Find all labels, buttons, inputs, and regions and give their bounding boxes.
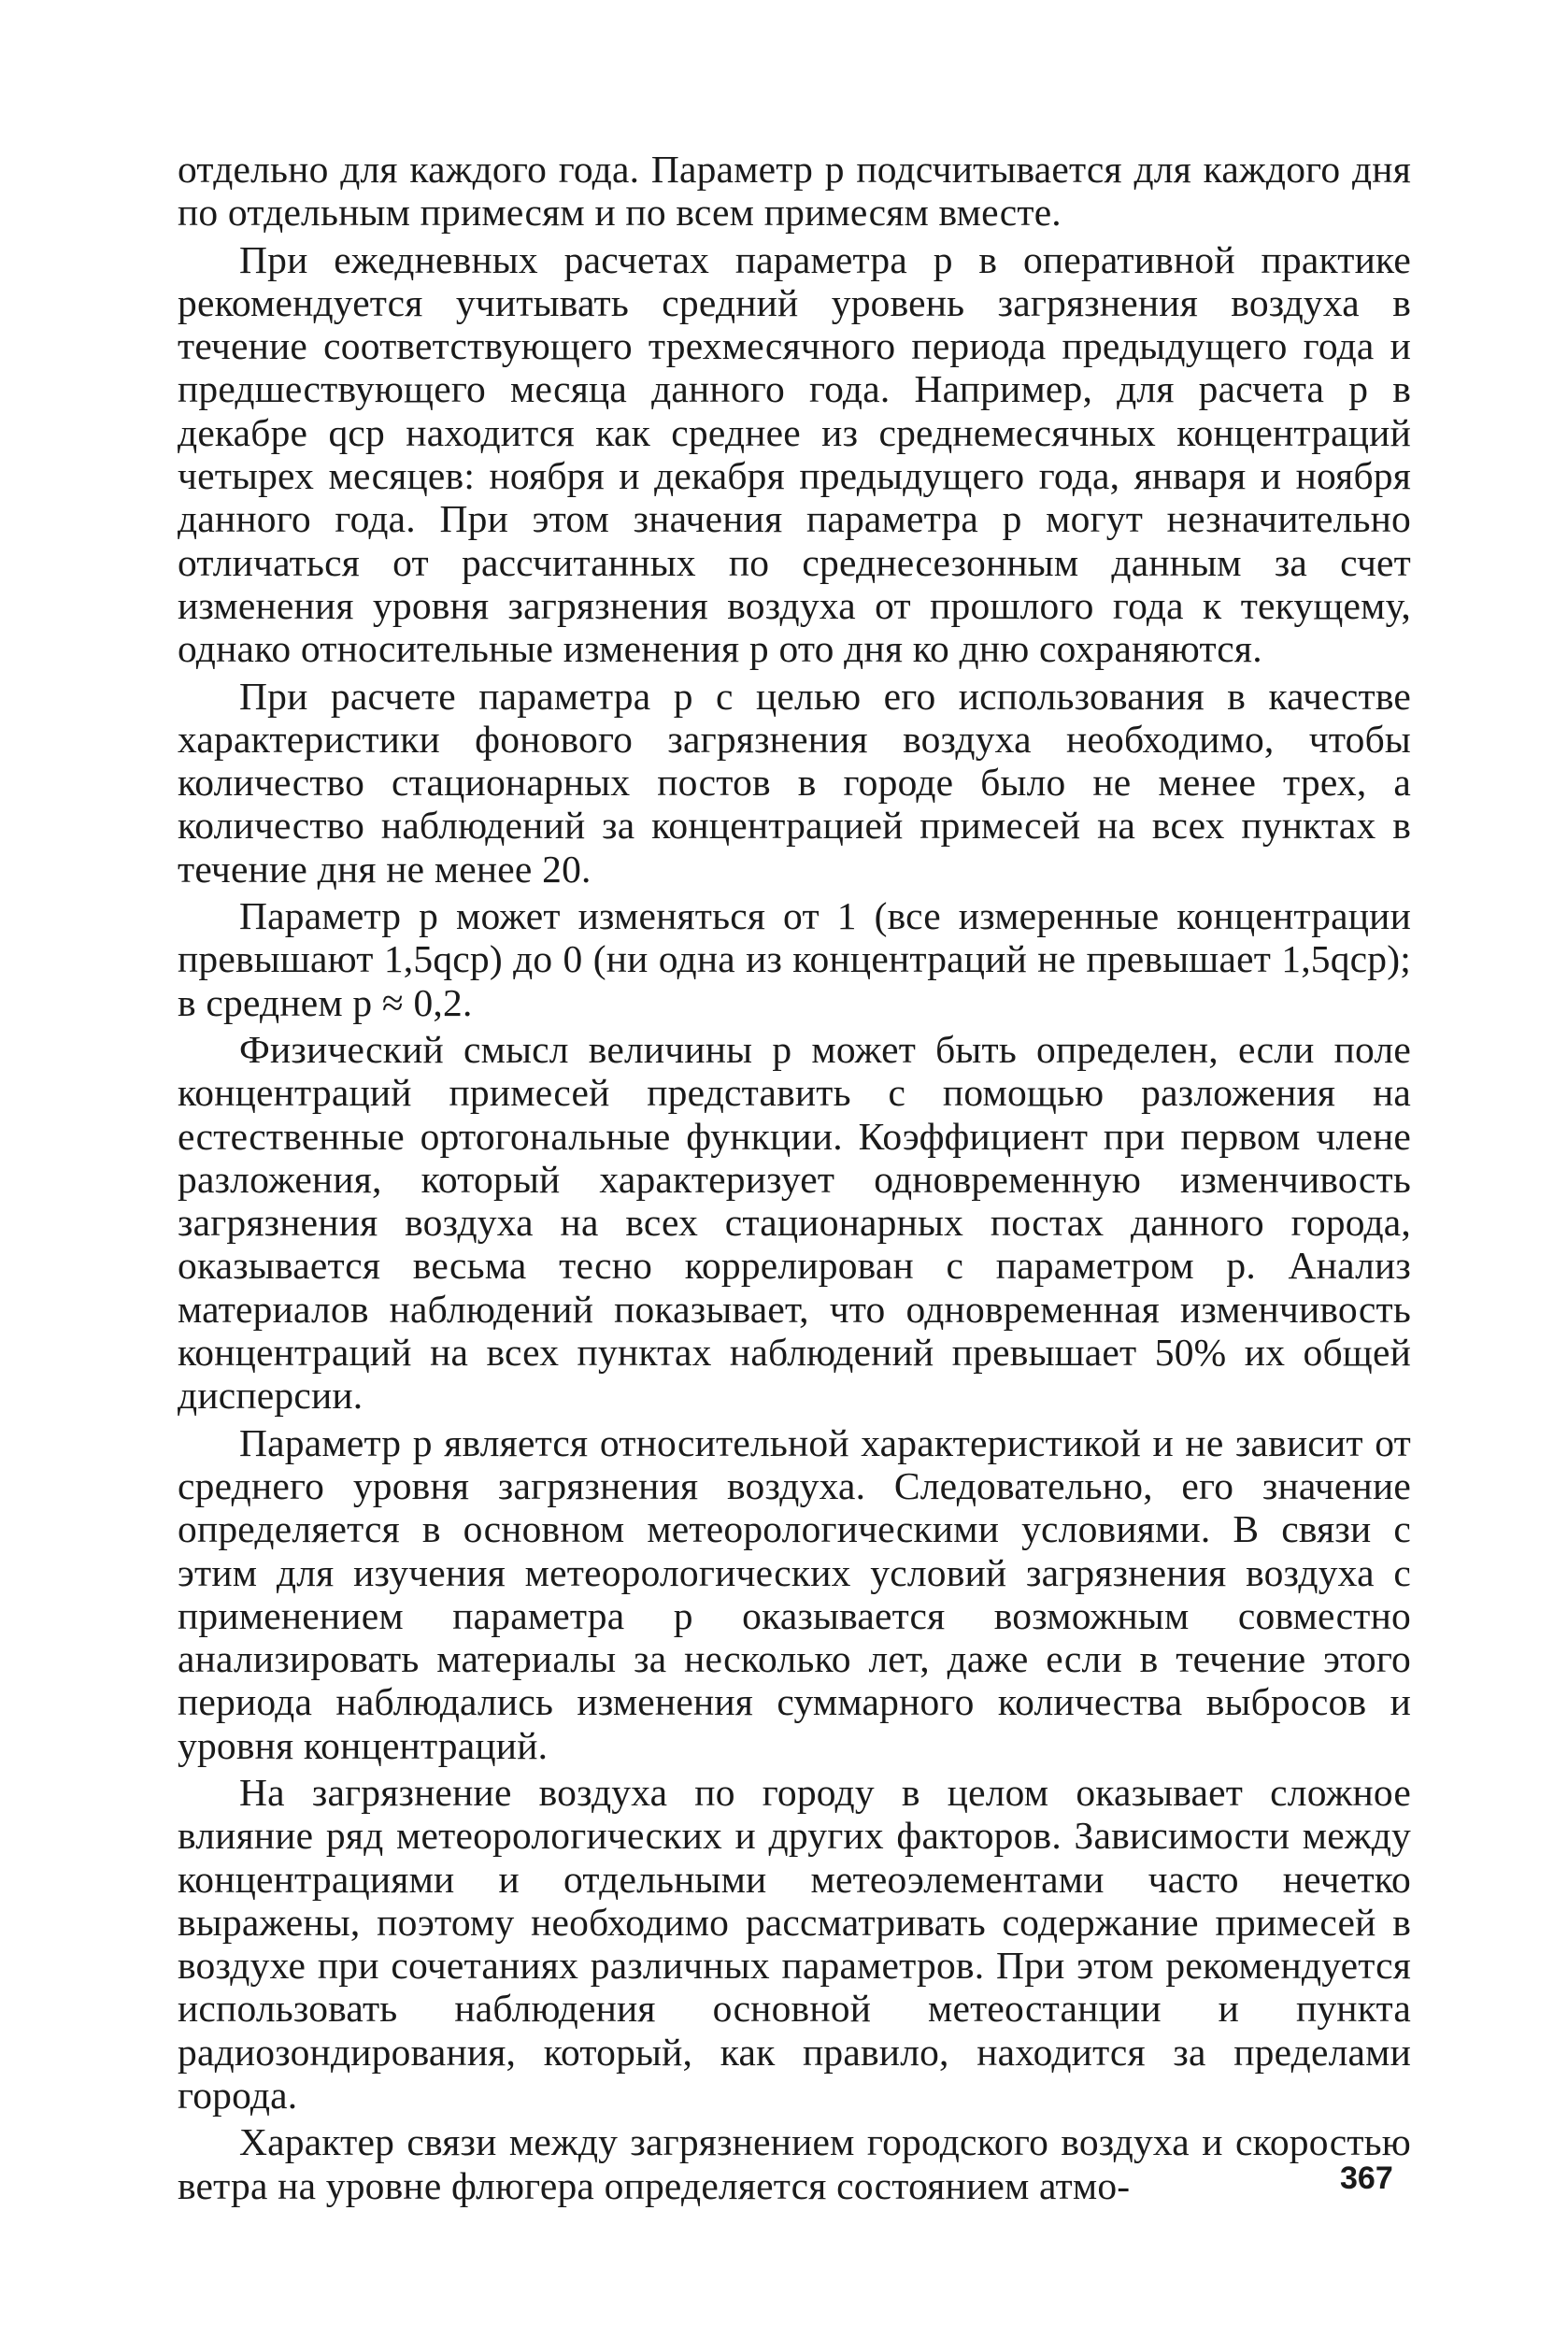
page-number: 367 (1340, 2161, 1393, 2196)
paragraph-2: При ежедневных расчетах параметра p в оперативной практике рекомендуется учитывать средний уровень загрязнения воздуха в течение соответствующего трехмесячного периода предыдущего года и предшествующего месяца данного года. Например, для расчета p в декабре qср находится как среднее из среднемесячных концентраций четырех месяцев: ноября и декабря предыдущего года, января и ноября данного года. При этом значения параметра p могут незначительно отличаться от рассчитанных по среднесезонным данным за счет изменения уровня загрязнения воздуха от прошлого года к текущему, однако относительные изменения p ото дня ко дню сохраняются. (178, 237, 1411, 671)
page-body (178, 148, 1411, 2207)
paragraph-1: отдельно для каждого года. Параметр p подсчитывается для каждого дня по отдельным примесям и по всем примесям вместе. (178, 148, 1411, 235)
paragraph-7: На загрязнение воздуха по городу в целом оказывает сложное влияние ряд метеорологических и других факторов. Зависимости между концентрациями и отдельными метеоэлементами часто нечетко выражены, поэтому необходимо рассматривать содержание примесей в воздухе при сочетаниях различных параметров. При этом рекомендуется использовать наблюдения основной метеостанции и пункта радиозондирования, который, как правило, находится за пределами города. (178, 1770, 1411, 2118)
paragraph-4: Параметр p может изменяться от 1 (все измеренные концентрации превышают 1,5qср) до 0 (ни одна из концентраций не превышает 1,5qср); в среднем p ≈ 0,2. (178, 894, 1411, 1024)
paragraph-6: Параметр p является относительной характеристикой и не зависит от среднего уровня загрязнения воздуха. Следовательно, его значение определяется в основном метеорологическими условиями. В связи с этим для изучения метеорологических условий загрязнения воздуха с применением параметра p оказывается возможным совместно анализировать материалы за несколько лет, даже если в течение этого периода наблюдались изменения суммарного количества выбросов и уровня концентраций. (178, 1420, 1411, 1767)
paragraph-8: Характер связи между загрязнением городского воздуха и скоростью ветра на уровне флюгера определяется состоянием атмо- (178, 2120, 1411, 2207)
paragraph-5: Физический смысл величины p может быть определен, если поле концентраций примесей представить с помощью разложения на естественные ортогональные функции. Коэффициент при первом члене разложения, который характеризует одновременную изменчивость загрязнения воздуха на всех стационарных постах данного города, оказывается весьма тесно коррелирован с параметром p. Анализ материалов наблюдений показывает, что одновременная изменчивость концентраций на всех пунктах наблюдений превышает 50% их общей дисперсии. (178, 1027, 1411, 1418)
paragraph-3: При расчете параметра p с целью его использования в качестве характеристики фонового загрязнения воздуха необходимо, чтобы количество стационарных постов в городе было не менее трех, а количество наблюдений за концентрацией примесей на всех пунктах в течение дня не менее 20. (178, 674, 1411, 891)
